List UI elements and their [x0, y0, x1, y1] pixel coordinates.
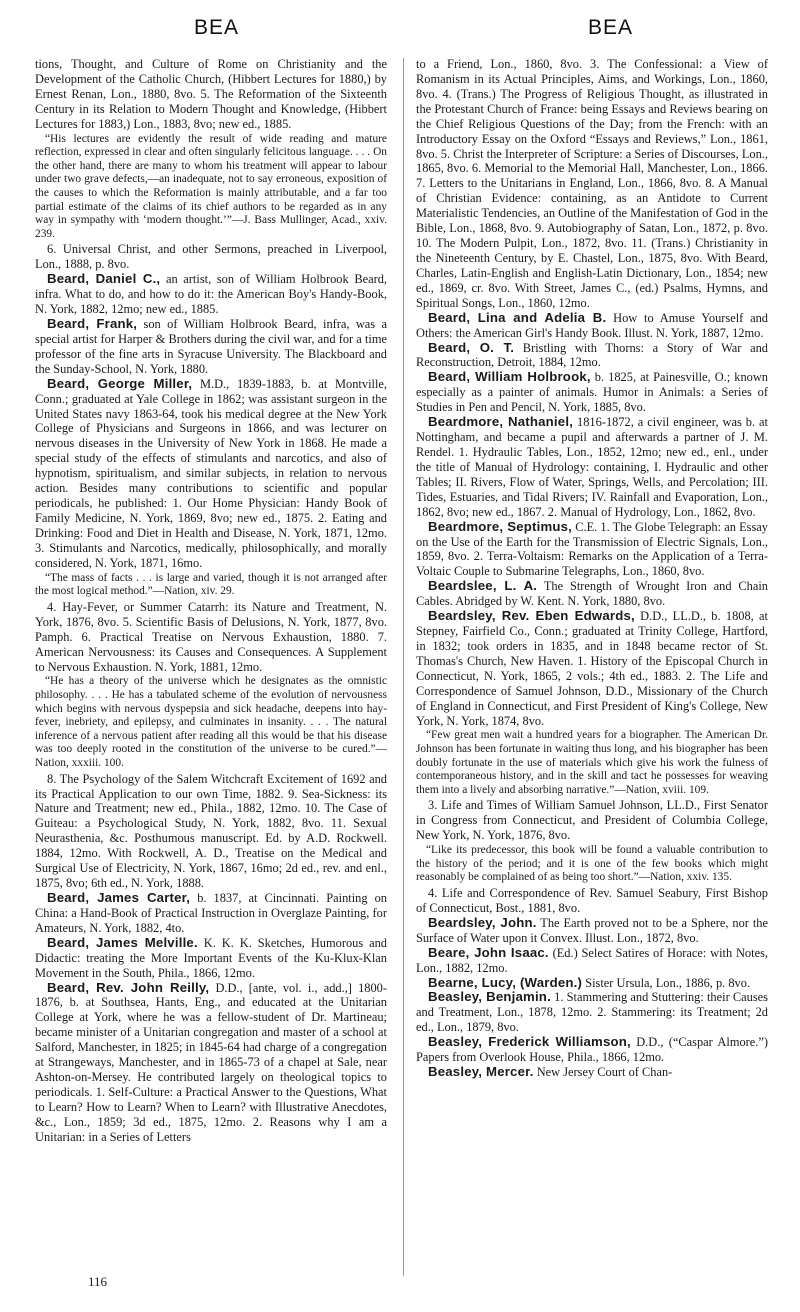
dictionary-entry [416, 990, 768, 1035]
entry-headword: Beasley, Mercer. [428, 1064, 534, 1080]
dictionary-entry [35, 377, 387, 571]
entry-continuation: 6. Universal Christ, and other Sermons, preached in Liverpool, Lon., 1888, p. 8vo. [35, 242, 387, 272]
entry-headword: Beard, George Miller, [47, 375, 193, 391]
entry-headword: Beasley, Benjamin. [428, 989, 551, 1005]
dictionary-entry [416, 1065, 768, 1080]
dictionary-entry [416, 916, 768, 946]
entry-continuation: 8. The Psychology of the Salem Witchcraft Excitement of 1692 and its Practical Application to our own Time, 1882. 9. Sea-Sickness: its Nature and Treatment; new ed., Phila., 1882, 12mo. 10. The Case of Guiteau: a Psychological Study, N. York, 1882, 8vo. 11. Sexual Neurasthenia, &c. Posthumous manuscript. Ed. by A.D. Rockwell. 1884, 12mo. With Rockwell, A. D., Treatise on the Medical and Surgical Use of Electricity, N. York, 1867, 16mo; 2d ed., rev. and enl., 1875, 8vo; 6th ed., N. York, 1888. [35, 771, 387, 891]
entry-headword: Beardslee, L. A. [428, 578, 538, 594]
entry-text: Sister Ursula, Lon., 1886, p. 8vo. [582, 975, 751, 990]
running-header [0, 16, 800, 46]
dictionary-entry [416, 415, 768, 519]
entry-headword: Beard, James Melville. [47, 934, 198, 950]
entry-text: b. 1837, at Cincinnati. Painting on China: a Hand-Book of Practical Instruction in Overglaze Painting, for Amateurs, N. York, 1882, 4to. [35, 890, 387, 935]
entry-headword: Bearne, Lucy, (Warden.) [428, 974, 583, 990]
entry-text: M.D., 1839-1883, b. at Montville, Conn.; graduated at Yale College in 1862; was assistant surgeon in the United States navy 1863-64, took his medical degree at the New York College of Physicians and Surgeons in 1866, and was lecturer on nervous diseases in the University of New York in 1868. He made a special study of the effects of stimulants and narcotics, and also of hypnotism, spiritualism, and similar subjects, in relation to nervous action. Besides many contributions to scientific and popular periodicals, he published: 1. Our Home Physician: Handy Book of Family Medicine, N. York, 1869, 8vo; new ed., 1875. 2. Eating and Drinking: Food and Diet in Health and Disease, N. York, 1871, 12mo. 3. Stimulants and Narcotics, medically, philosophically, and morally considered, N. York, 1871, 16mo. [35, 376, 387, 570]
entry-headword: Beardsley, John. [428, 914, 537, 930]
entry-text: K. K. K. Sketches, Humorous and Didactic: treating the More Important Events of the Ku-Klux-Klan Movement in the South, Phila., 1866, 12mo. [35, 935, 387, 980]
review-quote: “The mass of facts . . . is large and varied, though it is not arranged after the most logical method.”—Nation, xiv. 29. [35, 571, 387, 598]
dictionary-entry [35, 936, 387, 981]
review-quote: “His lectures are evidently the result of wide reading and mature reflection, expressed in clear and often singularly felicitous language. . . . On the other hand, there are many to whom his treatment will appear to labour under two grave defects,—an inadequate, not to say erroneous, exposition of the causes to which the Reformation is mainly attributable, and a far too partial estimate of the claims of its chief authors to be regarded as in any way in sympathy with ‘modern thought.’”—J. Bass Mullinger, Acad., xxiv. 239. [35, 132, 387, 240]
review-quote: “Few great men wait a hundred years for a biographer. The American Dr. Johnson has been fortunate in waiting thus long, and his biographer has been doubly fortunate in the use of materials which give his work the fulness of contemporaneous history, and in the skill and tact he possesses for weaving them into a lively and absorbing narrative.”—Nation, xviii. 109. [416, 729, 768, 796]
dictionary-entry [416, 579, 768, 609]
entry-headword: Beard, William Holbrook, [428, 369, 591, 385]
entry-headword: Beardsley, Rev. Eben Edwards, [428, 608, 635, 624]
dictionary-entry [416, 370, 768, 415]
entry-continuation: 4. Hay-Fever, or Summer Catarrh: its Nature and Treatment, N. York, 1876, 8vo. 5. Scientific Basis of Delusions, N. York, 1877, 8vo. Pamph. 6. Practical Treatise on Nervous Exhaustion, 1880. 7. American Nervousness: its Causes and Consequences. A Supplement to Nervous Exhaustion. N. York, 1881, 12mo. [35, 599, 387, 674]
entry-headword: Beard, Lina and Adelia B. [428, 309, 607, 325]
header-right: BEA [588, 16, 634, 39]
entry-text: D.D., LL.D., b. 1808, at Stepney, Fairfield Co., Conn.; graduated at Trinity College, Hartford, in 1832; took orders in 1835, and in 1848 became rector of St. Thomas's Church, New Haven. 1. History of the Episcopal Church in Connecticut, N. York, 1865, 2 vols.; 4th ed., 1883. 2. The Life and Correspondence of Samuel Johnson, D.D., Missionary of the Church of England in Connecticut, and First President of King's College, New York, N. York, 1874, 8vo. [416, 609, 768, 728]
entry-text: D.D., [ante, vol. i., add.,] 1800-1876, b. at Southsea, Hants, Eng., and educated at the Unitarian College at York, where he was a fellow-student of Dr. Martineau; became minister of a Unitarian congregation and master of a school at Salford, Manchester, in 1825; in 1845-64 had charge of a congregation at Strangeways, Manchester, and in 1865-73 of a chapel at Sale, near Ashton-on-Mersey. He contributed largely on theological topics to periodicals. 1. Self-Culture: a Practical Answer to the Questions, What to Learn? How to Learn? When to Learn? with Illustrative Anecdotes, &c., Lon., 1859; 3d ed., 1875, 12mo. 2. Reasons why I am a Unitarian: in a Series of Letters [35, 980, 387, 1144]
entry-text: 1816-1872, a civil engineer, was b. at Nottingham, and became a pupil and afterwards a partner of J. M. Rendel. 1. Hydraulic Tables, Lon., 1852, 12mo; new ed., enl., under the title of Manual of Hydrology: containing, I. Hydraulic and other Tables; II. Rivers, Flow of Water, Springs, Wells, and Percolation; III. Tides, Estuaries, and Tidal Rivers; IV. Rainfall and Evaporation, Lon., 1862, 8vo; new ed., 1867. 2. Manual of Hydrology, Lon., 1862, 8vo. [416, 415, 768, 519]
entry-headword: Beasley, Frederick Williamson, [428, 1034, 631, 1050]
dictionary-entry [416, 976, 768, 991]
entry-text: How to Amuse Yourself and Others: the American Girl's Handy Book. Illust. N. York, 1887, 12mo. [416, 310, 768, 340]
entry-headword: Beard, Rev. John Reilly, [47, 979, 210, 995]
dictionary-entry [35, 981, 387, 1145]
entry-text: C.E. 1. The Globe Telegraph: an Essay on the Use of the Earth for the Transmission of Electric Signals, Lon., 1859, 8vo. 2. Terra-Voltaism: Remarks on the Application of a Terra-Voltaic Couple to Submarine Telegraphs, Lon., 1860, 8vo. [416, 519, 768, 579]
header-left: BEA [194, 16, 240, 39]
entry-text: b. 1825, at Painesville, O.; known especially as a painter of animals. Humor in Animals: a Series of Studies in Pen and Pencil, N. York, 1885, 8vo. [416, 370, 768, 415]
dictionary-entry [35, 891, 387, 936]
column-divider [403, 58, 404, 1276]
right-column [416, 57, 768, 1287]
entry-text: New Jersey Court of Chan- [533, 1065, 673, 1080]
entry-text: The Strength of Wrought Iron and Chain Cables. Abridged by W. Kent. N. York, 1880, 8vo. [416, 579, 768, 609]
entry-headword: Beard, Daniel C., [47, 271, 161, 287]
dictionary-entry [416, 341, 768, 371]
entry-continuation: 3. Life and Times of William Samuel Johnson, LL.D., First Senator in Congress from Connecticut, and President of Columbia College, New York, N. York, 1876, 8vo. [416, 798, 768, 843]
left-column [35, 57, 387, 1287]
dictionary-entry [416, 311, 768, 341]
entry-text: D.D., (“Caspar Almore.”) Papers from Overlook House, Phila., 1866, 12mo. [416, 1035, 768, 1065]
dictionary-entry [35, 317, 387, 377]
entry-text: 1. Stammering and Stuttering: their Causes and Treatment, Lon., 1878, 12mo. 2. Stammering: its Treatment; 2d ed., Lon., 1879, 8vo. [416, 990, 768, 1035]
entry-text: son of William Holbrook Beard, infra, was a special artist for Harper & Brothers during the civil war, and for a time professor of the fine arts in Syracuse University. The Blackboard and the Sunday-School, N. York, 1880. [35, 316, 387, 376]
entry-headword: Beard, Frank, [47, 315, 138, 331]
entry-continuation: 4. Life and Correspondence of Rev. Samuel Seabury, First Bishop of Connecticut, Bost., 1881, 8vo. [416, 886, 768, 915]
entry-headword: Beard, James Carter, [47, 889, 191, 905]
entry-continuation: to a Friend, Lon., 1860, 8vo. 3. The Confessional: a View of Romanism in its Actual Principles, Aims, and Workings, Lon., 1860, 8vo. 4. (Trans.) The Progress of Religious Thought, as illustrated in the Protestant Church of France: being Essays and Reviews bearing on the Chief Religious Questions of the Day; from the French: with an Introductory Essay on the Oxford “Essays and Reviews,” Lon., 1861, 8vo. 5. Christ the Interpreter of Scripture: a Series of Discourses, Lon., 1865, 8vo. 6. Memorial to the Memorial Hall, Manchester, Lon., 1866. 7. Letters to the Unitarians in England, Lon., 1866, 8vo. 8. A Manual of Christian Evidence: containing, as an Antidote to Current Materialistic Tendencies, an Outline of the Manifestation of God in the Bible, Lon., 1868, 8vo. 9. Autobiography of Satan, Lon., 1872, p. 8vo. 10. The Modern Pulpit, Lon., 1872, 8vo. 11. (Trans.) Christianity in the Nineteenth Century, by E. Chastel, Lon., 1875, 8vo. With Beard, Charles, Latin-English and English-Latin Dictionary, Lon., 1854; new ed., 1869, cr. 8vo. With Street, James C., (ed.) Psalms, Hymns, and Spiritual Songs, Lon., 1860, 12mo. [416, 57, 768, 310]
page-number: 116 [88, 1274, 108, 1289]
entry-headword: Beare, John Isaac. [428, 944, 549, 960]
review-quote: “He has a theory of the universe which he designates as the omnistic philosophy. . . . He has a tabulated scheme of the evolution of nervousness which begins with nervous dyspepsia and sick headache, deepens into hay-fever, inebriety, and epilepsy, and culminates in insanity. . . . The natural inference of a nervous patient after reading all this would be that his disease was too deeply rooted in the constitution of the universe to be cured.”—Nation, xxxiii. 100. [35, 675, 387, 769]
entry-headword: Beardmore, Nathaniel, [428, 414, 574, 430]
dictionary-entry [35, 272, 387, 317]
entry-continuation: tions, Thought, and Culture of Rome on Christianity and the Development of the Catholic Church, (Hibbert Lectures for 1880,) by Ernest Renan, Lon., 1880, 8vo. 5. The Reformation of the Sixteenth Century in its Relation to Modern Thought and Knowledge, (Hibbert Lectures for 1883,) Lon., 1883, 8vo; new ed., 1885. [35, 57, 387, 131]
entry-headword: Beardmore, Septimus, [428, 518, 573, 534]
entry-text: The Earth proved not to be a Sphere, nor the Surface of Water upon it Convex. Illust. Lon., 1872, 8vo. [416, 915, 768, 945]
entry-text: an artist, son of William Holbrook Beard, infra. What to do, and how to do it: the American Boy's Handy-Book, N. York, 1882, 12mo; new ed., 1885. [35, 272, 387, 317]
dictionary-entry [416, 946, 768, 976]
entry-text: (Ed.) Select Satires of Horace: with Notes, Lon., 1882, 12mo. [416, 945, 768, 975]
review-quote: “Like its predecessor, this book will be found a valuable contribution to the history of the period; and it is one of the few books which might reasonably be complained of as being too short.”—Nation, xxiv. 135. [416, 844, 768, 884]
entry-headword: Beard, O. T. [428, 339, 515, 355]
dictionary-entry [416, 1035, 768, 1065]
dictionary-entry [416, 520, 768, 580]
dictionary-entry [416, 609, 768, 728]
entry-text: Bristling with Thorns: a Story of War and Reconstruction, Detroit, 1884, 12mo. [416, 340, 768, 370]
